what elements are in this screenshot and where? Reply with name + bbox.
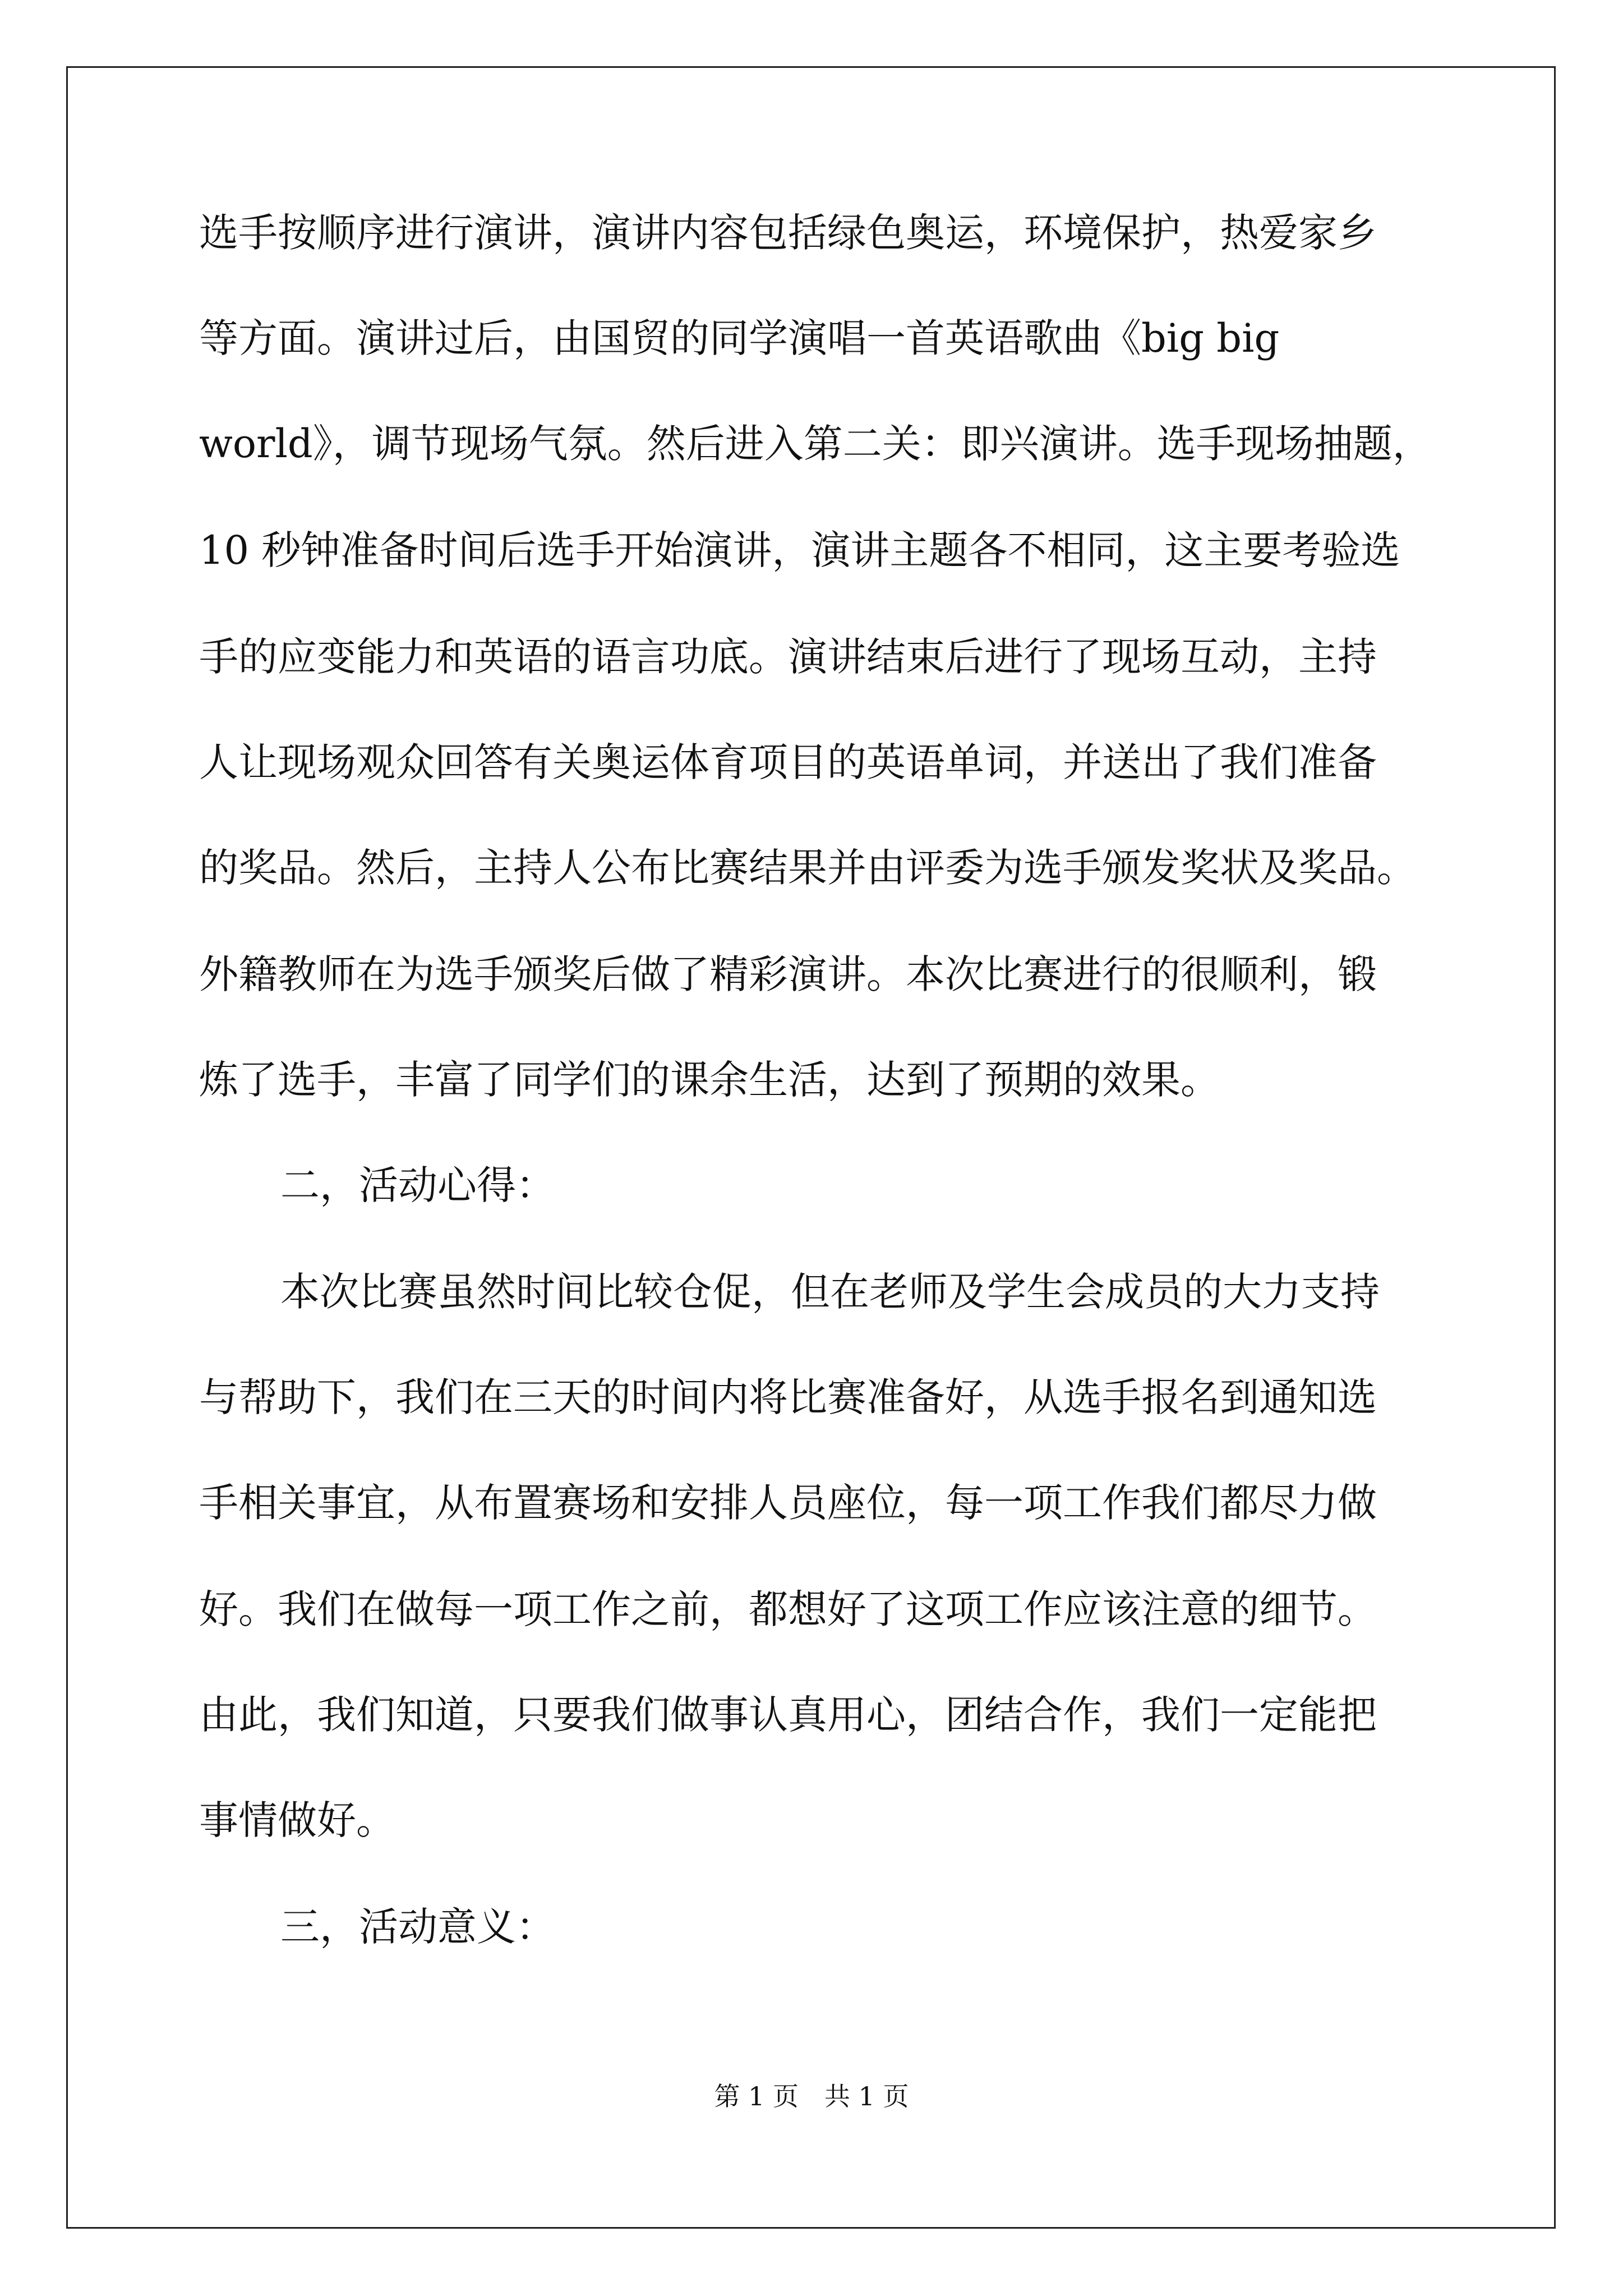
text-line: 事情做好。 xyxy=(199,1797,395,1843)
text-line: 等方面。演讲过后，由国贸的同学演唱一首英语歌曲《big big xyxy=(199,315,1280,361)
text-line: 手相关事宜，从布置赛场和安排人员座位，每一项工作我们都尽力做 xyxy=(199,1480,1377,1526)
text-line: 炼了选手，丰富了同学们的课余生活，达到了预期的效果。 xyxy=(199,1057,1220,1103)
text-line: 外籍教师在为选手颁奖后做了精彩演讲。本次比赛进行的很顺利，锻 xyxy=(199,951,1377,997)
text-line: 选手按顺序进行演讲，演讲内容包括绿色奥运，环境保护，热爱家乡 xyxy=(199,210,1377,256)
text-line: 由此，我们知道，只要我们做事认真用心，团结合作，我们一定能把 xyxy=(199,1692,1377,1738)
text-line: 本次比赛虽然时间比较仓促，但在老师及学生会成员的大力支持 xyxy=(280,1269,1380,1315)
section-heading: 三，活动意义： xyxy=(280,1904,555,1950)
text-line: 的奖品。然后，主持人公布比赛结果并由评委为选手颁发奖状及奖品。 xyxy=(199,845,1416,891)
text-line: world》，调节现场气氛。然后进入第二关：即兴演讲。选手现场抽题， xyxy=(199,421,1432,467)
text-line: 与帮助下，我们在三天的时间内将比赛准备好，从选手报名到通知选 xyxy=(199,1374,1377,1420)
section-heading: 二，活动心得： xyxy=(280,1162,555,1208)
text-line: 人让现场观众回答有关奥运体育项目的英语单词，并送出了我们准备 xyxy=(199,739,1377,785)
text-line: 手的应变能力和英语的语言功底。演讲结束后进行了现场互动，主持 xyxy=(199,634,1377,680)
page-number: 第 1 页 共 1 页 xyxy=(714,2081,909,2111)
text-line: 好。我们在做每一项工作之前，都想好了这项工作应该注意的细节。 xyxy=(199,1586,1377,1632)
text-line: 10 秒钟准备时间后选手开始演讲，演讲主题各不相同，这主要考验选 xyxy=(199,527,1400,573)
